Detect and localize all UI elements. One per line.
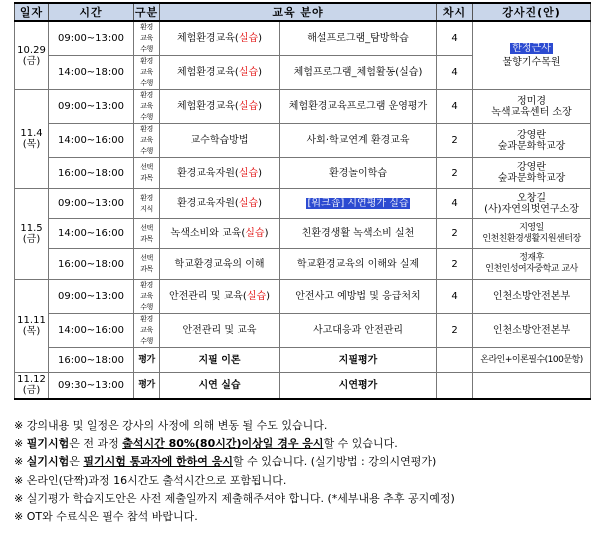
subject-close: ) (258, 198, 263, 209)
time-cell: 09:00~13:00 (49, 189, 134, 219)
subject-cell (160, 90, 280, 124)
session-cell: 4 (437, 280, 473, 314)
area-cell: 지필평가 (280, 348, 437, 373)
instructor-name: 물향기수목원 (502, 57, 561, 68)
session-cell: 2 (437, 219, 473, 249)
note-item: ※ 온라인(단짝)과정 16시간도 출석시간으로 포함됩니다. (14, 473, 287, 487)
table-row (15, 124, 591, 158)
note-item: ※ 강의내용 및 일정은 강사의 사정에 의해 변동 될 수도 있습니다. (14, 419, 328, 432)
subject-cell: 교수학습방법 (160, 124, 280, 158)
subject-cell (160, 219, 280, 249)
subject-close: ) (258, 33, 263, 44)
note-emphasis: 출석시간 80%(80시간)이상일 경우 응시 (122, 437, 324, 451)
area-cell: 학교환경교육의 이해와 실제 (280, 249, 437, 280)
table-row (15, 90, 591, 124)
instructor-cell: 오창길 (사)자연의벗연구소장 (473, 189, 591, 219)
note-text: 할 수 있습니다. (323, 437, 398, 451)
time-cell: 16:00~18:00 (49, 348, 134, 373)
instructor-cell: 인천소방안전본부 (473, 314, 591, 348)
gubun-cell: 평가 (134, 348, 160, 373)
gubun-cell: 환경 교육 수행 (134, 56, 160, 90)
instructor-cell: 강영란 숲과문화학교장 (473, 124, 591, 158)
area-cell: 사고대응과 안전관리 (280, 314, 437, 348)
gubun-cell: 평가 (134, 373, 160, 399)
note-mark: ※ (14, 455, 27, 469)
instructor-cell: 온라인+이론필수(100문항) (473, 348, 591, 373)
area-cell: 시연평가 (280, 373, 437, 399)
subject-text: 체험환경교육( (176, 33, 239, 44)
time-cell: 09:00~13:00 (49, 280, 134, 314)
session-cell: 4 (437, 21, 473, 56)
session-cell (437, 348, 473, 373)
note-item (14, 435, 594, 453)
instructor-cell (473, 373, 591, 399)
table-row (15, 158, 591, 189)
time-cell: 09:00~13:00 (49, 21, 134, 56)
time-cell: 09:00~13:00 (49, 90, 134, 124)
header-time: 시간 (49, 3, 134, 21)
instructor-cell: 강영란 숲과문화학교장 (473, 158, 591, 189)
gubun-cell: 선택 과목 (134, 249, 160, 280)
gubun-cell: 환경 교육 수행 (134, 124, 160, 158)
note-emphasis: 실기시험 (26, 455, 70, 469)
note-mark: ※ (14, 437, 27, 451)
gubun-cell: 선택 과목 (134, 219, 160, 249)
table-header-row (15, 3, 591, 21)
practice-tag: 실습 (238, 33, 259, 44)
table-row (15, 21, 591, 56)
subject-text: 환경교육자원( (176, 167, 239, 179)
subject-text: 체험환경교육( (176, 67, 239, 78)
subject-text: 환경교육자원( (176, 198, 239, 209)
subject-cell (160, 56, 280, 90)
table-row (15, 189, 591, 219)
subject-text: 녹색소비와 교육( (170, 228, 246, 239)
note-text: 은 (69, 455, 84, 469)
instructor-cell: 인천소방안전본부 (473, 280, 591, 314)
session-cell: 2 (437, 158, 473, 189)
subject-close: ) (266, 291, 271, 302)
subject-close: ) (258, 167, 263, 179)
area-cell: 사회·학교연계 환경교육 (280, 124, 437, 158)
note-emphasis: 필기시험 (26, 437, 70, 451)
practice-tag: 실습 (238, 167, 259, 179)
practice-tag: 실습 (238, 67, 259, 78)
notes-list (14, 417, 594, 526)
area-cell: 체험환경교육프로그램 운영평가 (280, 90, 437, 124)
date-cell: 11.11 (목) (15, 280, 49, 373)
area-cell (280, 189, 437, 219)
subject-close: ) (264, 228, 269, 239)
time-cell: 14:00~16:00 (49, 124, 134, 158)
header-area: 교육 분야 (160, 3, 437, 21)
time-cell: 16:00~18:00 (49, 158, 134, 189)
date-cell: 11.5 (금) (15, 189, 49, 280)
table-row (15, 314, 591, 348)
time-cell: 14:00~18:00 (49, 56, 134, 90)
gubun-cell: 환경 지식 (134, 189, 160, 219)
subject-text: 안전관리 및 교육( (168, 291, 247, 302)
subject-cell (160, 158, 280, 189)
date-cell: 10.29 (금) (15, 21, 49, 90)
table-row (15, 280, 591, 314)
date-cell: 11.12 (금) (15, 373, 49, 399)
subject-cell (160, 21, 280, 56)
area-cell: 체험프로그램_체험활동(실습) (280, 56, 437, 90)
time-cell: 16:00~18:00 (49, 249, 134, 280)
subject-cell: 지필 이론 (160, 348, 280, 373)
note-item (14, 453, 594, 471)
area-cell: 환경놀이학습 (280, 158, 437, 189)
note-item: ※ 실기평가 학습지도안은 사전 제출일까지 제출해주셔야 합니다. (*세부내용 추후 공지예정) (14, 491, 455, 505)
practice-tag: 실습 (238, 198, 259, 209)
time-cell: 14:00~16:00 (49, 314, 134, 348)
note-emphasis: 필기시험 통과자에 한하여 응시 (83, 455, 233, 469)
subject-cell (160, 280, 280, 314)
instructor-cell: 정재후 인천인성여자중학교 교사 (473, 249, 591, 280)
note-item: ※ OT와 수료식은 필수 참석 바랍니다. (14, 510, 198, 524)
subject-cell: 안전관리 및 교육 (160, 314, 280, 348)
gubun-cell: 환경 교육 수행 (134, 90, 160, 124)
gubun-cell: 선택 과목 (134, 158, 160, 189)
table-row (15, 348, 591, 373)
practice-tag: 실습 (238, 101, 259, 112)
area-cell: 해설프로그램_탐방학습 (280, 21, 437, 56)
session-cell: 4 (437, 189, 473, 219)
table-row (15, 249, 591, 280)
subject-cell (160, 189, 280, 219)
gubun-cell: 환경 교육 수행 (134, 314, 160, 348)
practice-tag: 실습 (245, 228, 265, 239)
time-cell: 14:00~16:00 (49, 219, 134, 249)
instructor-cell: 지영일 인천친환경생활지원센터장 (473, 219, 591, 249)
subject-close: ) (258, 101, 263, 112)
area-cell: 친환경생활 녹색소비 실천 (280, 219, 437, 249)
area-cell: 안전사고 예방법 및 응급처치 (280, 280, 437, 314)
session-cell: 4 (437, 56, 473, 90)
note-text: 은 전 과정 (69, 437, 123, 451)
gubun-cell: 환경 교육 수행 (134, 21, 160, 56)
instructor-highlight: 한정근사 (512, 43, 551, 54)
subject-cell: 시연 실습 (160, 373, 280, 399)
session-cell: 2 (437, 124, 473, 158)
subject-text: 체험환경교육( (176, 101, 239, 112)
table-row (15, 219, 591, 249)
session-cell: 2 (437, 314, 473, 348)
header-session: 차시 (437, 3, 473, 21)
area-highlight: [워크숍] 시연평가 실습 (307, 198, 409, 209)
subject-cell: 학교환경교육의 이해 (160, 249, 280, 280)
header-instructor: 강사진(안) (473, 3, 591, 21)
session-cell: 4 (437, 90, 473, 124)
header-date: 일자 (15, 3, 49, 21)
session-cell: 2 (437, 249, 473, 280)
instructor-cell (473, 21, 591, 90)
gubun-cell: 환경 교육 수행 (134, 280, 160, 314)
header-gubun: 구분 (134, 3, 160, 21)
session-cell (437, 373, 473, 399)
practice-tag: 실습 (246, 291, 267, 302)
instructor-cell: 정미경 녹색교육센터 소장 (473, 90, 591, 124)
note-text: 할 수 있습니다. (실기방법 : 강의시연평가) (233, 455, 437, 469)
subject-close: ) (258, 67, 263, 78)
time-cell: 09:30~13:00 (49, 373, 134, 399)
schedule-table (14, 2, 591, 400)
date-cell: 11.4 (목) (15, 90, 49, 189)
table-row (15, 373, 591, 399)
